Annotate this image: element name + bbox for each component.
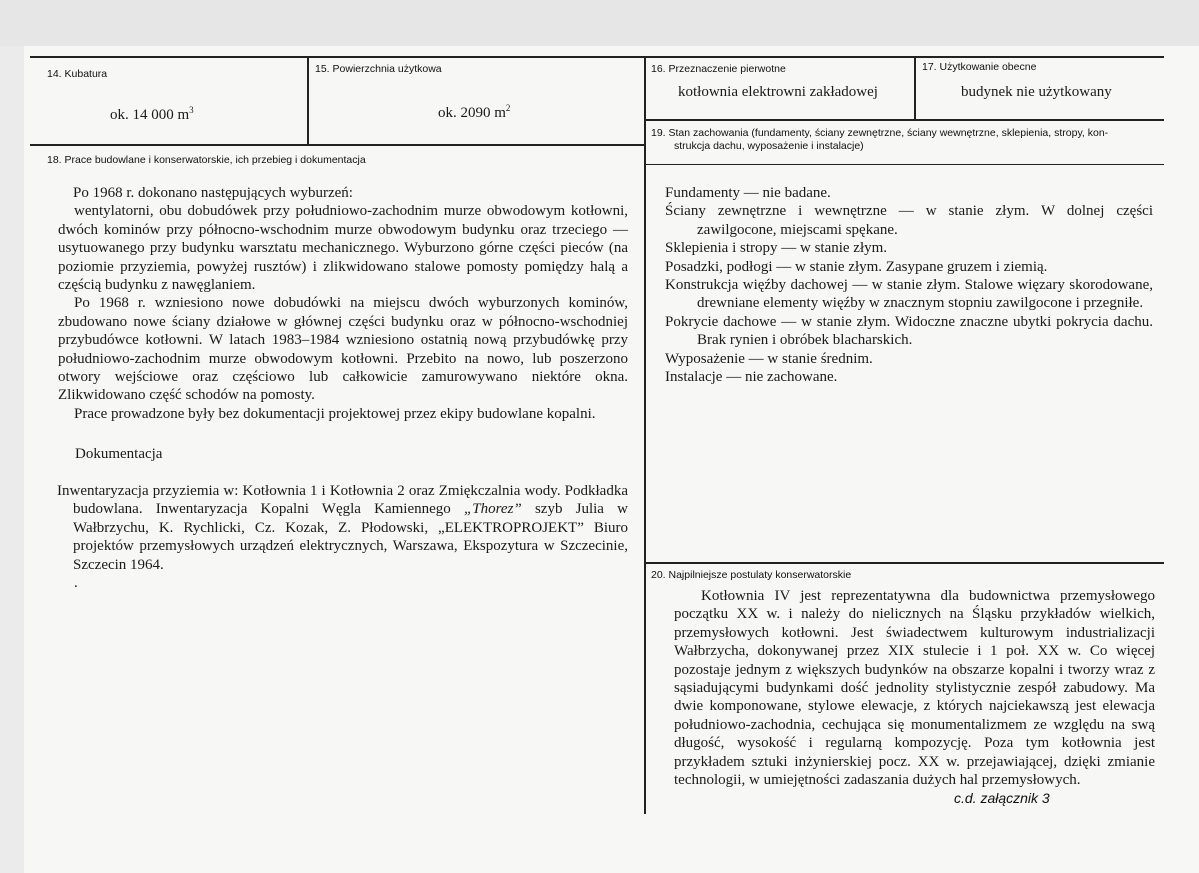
demolitions-list: wentylatorni, obu dobudówek przy południowo-zachodnim murze obwodowym kotłowni, dwóch kominów przy północno-wschodnim murze obwodowym budynku oraz trzeciego — usytuowanego przy budynku warsztatu mechanicznego. Wyburzono górne części pieców (na poziomie przyziemia, powyżej rusztów) i zlikwidowano stalowe pomosty pomiędzy halą a częścią budynku z nawęglaniem. (58, 203, 628, 294)
condition-item: Sklepienia i stropy — w stanie złym. (665, 240, 888, 257)
documentation-mine-name: „Thorez” (463, 501, 522, 518)
documentation-text-b: szyb Julia w Wałbrzychu, K. Rychlicki, Cz. Kozak, Z. Płodowski, „ELEKTROPROJEKT” Biuro projektów przemysłowych urządzeń elektrycznych, Warszawa, Ekspozytura w Szczecinie, Szczecin 1964. (73, 501, 628, 573)
field-16-label: 16. Przeznaczenie pierwotne (651, 63, 786, 75)
field-14-value (110, 105, 194, 124)
condition-item: Ściany zewnętrzne i wewnętrzne — w stanie złym. W dolnej części zawilgocone, miejscami spękane. (665, 203, 1153, 238)
field-14-unit-exponent: 3 (189, 105, 194, 115)
documentation-entry (57, 482, 628, 574)
continued-note: c.d. załącznik 3 (954, 790, 1050, 806)
field-14-amount: ok. 14 000 m (110, 107, 190, 123)
field-18-text (58, 184, 628, 423)
field-19-text (665, 184, 1153, 386)
field-18-label: 18. Prace budowlane i konserwatorskie, ich przebieg i dokumentacja (47, 154, 366, 166)
demolitions-intro: Po 1968 r. dokonano następujących wyburzeń: (73, 185, 353, 201)
field-17-value: budynek nie użytkowany (961, 84, 1112, 100)
field-17-label: 17. Użytkowanie obecne (922, 61, 1037, 73)
divider-14-15 (307, 56, 309, 146)
field-19-label-line2: strukcja dachu, wyposażenie i instalacje) (674, 140, 864, 152)
condition-item: Instalacje — nie zachowane. (665, 369, 838, 386)
field-15-value (438, 103, 510, 122)
field-20-label: 20. Najpilniejsze postulaty konserwatorskie (651, 569, 852, 581)
conservation-postulates: Kotłownia IV jest reprezentatywna dla budownictwa przemysłowego początku XX w. i należy do nielicznych na Śląsku przykładów wielkich, przemysłowych kotłowni. Jest świadectwem kulturowym industrializacji Wałbrzycha, dokonywanej przez XIX stulecie i 1 poł. XX w. Co więcej pozostaje jednym z większych budynków na obszarze kopalni i tworzy wraz z sąsiadującymi budynkami dość jednolity stylistycznie zespół zabudowy. Ma dwie komponowane, stylowe elewacje, z których najciekawszą jest elewacja południowo-zachodnia, cechująca się monumentalizmem ze względu na swą długość, wysokość i regularną kompozycję. Poza tym kotłownia jest przykładem sztuki inżynierskiej pocz. XX w. przejawiającej, dzięki zmianie technologii, w umiejętności zadaszania dużych hal przemysłowych. (674, 588, 1155, 789)
condition-item: Pokrycie dachowe — w stanie złym. Widoczne znaczne ubytki pokrycia dachu. Brak rynien i obróbek blacharskich. (665, 313, 1153, 349)
documentation-text-a: Inwentaryzacja przyziemia w: Kotłownia 1 i Kotłownia 2 oraz Zmiękczalnia wody. Podkładka budowlana. Inwentaryzacja Kopalni Węgla Kamiennego (57, 483, 628, 518)
field-19-label-line1: 19. Stan zachowania (fundamenty, ściany zewnętrzne, ściany wewnętrzne, sklepienia, stropy, kon- (651, 127, 1109, 139)
new-extensions: Po 1968 r. wzniesiono nowe dobudówki na miejscu dwóch wyburzonych kominów, zbudowano nowe ściany działowe w głównej części budynku oraz w północno-wschodniej przybudówce kotłowni. W latach 1983–1984 wzniesiono ostatnią nową przybudówkę przy południowo-zachodnim murze obwodowym kotłowni. Przebito na nowo, lub poszerzono otwory wejściowe oraz częściowo lub całkowicie zamurowywano niektóre okna. Zlikwidowano część schodów na pomosty. (58, 295, 628, 404)
documentation-reference (57, 482, 628, 574)
main-divider (644, 56, 646, 814)
scan-top-margin (0, 0, 1199, 46)
field-16-value: kotłownia elektrowni zakładowej (678, 84, 878, 100)
field-20-text (674, 587, 1155, 789)
form-page (24, 46, 1199, 873)
stray-dot: . (74, 575, 78, 591)
divider-16-17 (914, 56, 916, 120)
field-15-unit-exponent: 2 (505, 103, 511, 113)
works-note: Prace prowadzone były bez dokumentacji projektowej przez ekipy budowlane kopalni. (74, 405, 596, 422)
field-14-label: 14. Kubatura (47, 68, 108, 80)
condition-item: Wyposażenie — w stanie średnim. (665, 350, 873, 367)
condition-item: Konstrukcja więźby dachowej — w stanie złym. Stalowe więzary skorodowane, drewniane elementy więźby w znacznym stopniu zawilgocone i przegniłe. (665, 277, 1153, 312)
rule-above-20 (644, 562, 1164, 564)
documentation-heading: Dokumentacja (75, 446, 163, 462)
rule-under-14-15 (30, 144, 644, 146)
condition-item: Fundamenty — nie badane. (665, 185, 831, 201)
field-15-label: 15. Powierzchnia użytkowa (315, 63, 442, 75)
rule-under-19-header (644, 164, 1164, 165)
condition-item: Posadzki, podłogi — w stanie złym. Zasypane gruzem i ziemią. (665, 258, 1048, 275)
rule-under-16-17 (644, 119, 1164, 121)
field-15-amount: ok. 2090 m (438, 105, 506, 121)
top-rule (30, 56, 1164, 58)
